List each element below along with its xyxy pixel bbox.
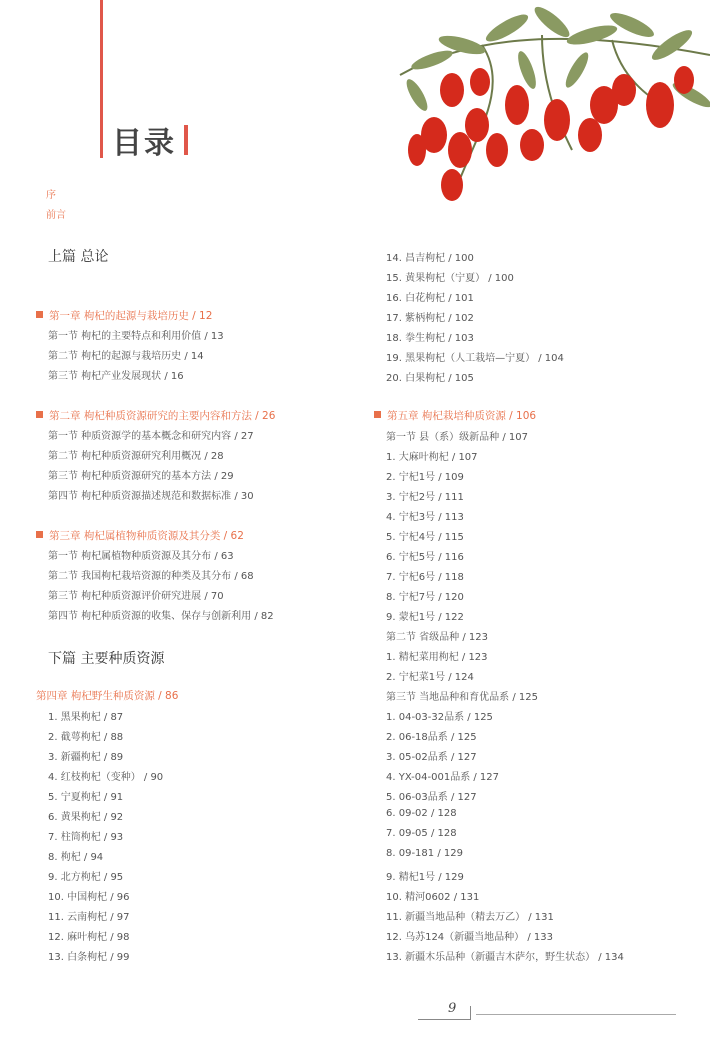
toc-entry[interactable]: 8. 宁杞7号 / 120 bbox=[386, 592, 464, 603]
toc-entry[interactable]: 20. 白果枸杞 / 105 bbox=[386, 373, 474, 384]
toc-entry[interactable]: 2. 截萼枸杞 / 88 bbox=[48, 732, 124, 743]
title-block bbox=[112, 118, 188, 162]
toc-entry[interactable]: 第四节 枸杞种质资源描述规范和数据标准 / 30 bbox=[48, 491, 254, 502]
chapter-1-title: 第一章 枸杞的起源与栽培历史 / 12 bbox=[49, 310, 213, 322]
toc-entry[interactable]: 4. 宁杞3号 / 113 bbox=[386, 512, 464, 523]
chapter-marker bbox=[36, 411, 43, 418]
toc-entry[interactable]: 1. 大麻叶枸杞 / 107 bbox=[386, 452, 478, 463]
toc-entry[interactable]: 19. 黑果枸杞（人工栽培—宁夏） / 104 bbox=[386, 353, 564, 364]
part-title-2: 下篇 主要种质资源 bbox=[48, 651, 165, 667]
chapter-marker bbox=[36, 531, 43, 538]
toc-entry[interactable]: 1. 精杞菜用枸杞 / 123 bbox=[386, 652, 488, 663]
toc-entry[interactable]: 3. 宁杞2号 / 111 bbox=[386, 492, 464, 503]
toc-entry[interactable]: 1. 04-03-32品系 / 125 bbox=[386, 712, 493, 723]
toc-entry[interactable]: 6. 09-02 / 128 bbox=[386, 808, 457, 819]
toc-foreword[interactable]: 前言 bbox=[46, 210, 66, 221]
goji-berry-illustration bbox=[392, 0, 710, 225]
toc-entry[interactable]: 第一节 枸杞的主要特点和利用价值 / 13 bbox=[48, 331, 224, 342]
toc-entry[interactable]: 11. 云南枸杞 / 97 bbox=[48, 912, 130, 923]
chapter-marker bbox=[36, 311, 43, 318]
chapter-2[interactable] bbox=[36, 408, 275, 423]
toc-entry[interactable]: 第二节 枸杞的起源与栽培历史 / 14 bbox=[48, 351, 204, 362]
toc-entry[interactable]: 10. 精河0602 / 131 bbox=[386, 892, 480, 903]
toc-entry[interactable]: 1. 黑果枸杞 / 87 bbox=[48, 712, 124, 723]
footer-rule-right bbox=[476, 1014, 676, 1015]
toc-entry[interactable]: 第三节 当地品种和育优品系 / 125 bbox=[386, 692, 538, 703]
toc-entry[interactable]: 5. 宁夏枸杞 / 91 bbox=[48, 792, 124, 803]
toc-entry[interactable]: 第一节 县（系）级新品种 / 107 bbox=[386, 432, 528, 443]
toc-entry[interactable]: 12. 麻叶枸杞 / 98 bbox=[48, 932, 130, 943]
toc-entry[interactable]: 9. 精杞1号 / 129 bbox=[386, 872, 464, 883]
toc-entry[interactable]: 2. 06-18品系 / 125 bbox=[386, 732, 477, 743]
toc-preface[interactable]: 序 bbox=[46, 190, 56, 201]
toc-entry[interactable]: 6. 黄果枸杞 / 92 bbox=[48, 812, 124, 823]
toc-entry[interactable]: 10. 中国枸杞 / 96 bbox=[48, 892, 130, 903]
toc-entry[interactable]: 第一节 枸杞属植物种质资源及其分布 / 63 bbox=[48, 551, 234, 562]
toc-entry[interactable]: 第三节 枸杞种质资源研究的基本方法 / 29 bbox=[48, 471, 234, 482]
toc-entry[interactable]: 9. 北方枸杞 / 95 bbox=[48, 872, 124, 883]
toc-entry[interactable]: 第三节 枸杞种质资源评价研究进展 / 70 bbox=[48, 591, 224, 602]
chapter-marker bbox=[374, 411, 381, 418]
toc-entry[interactable]: 第二节 枸杞种质资源研究利用概况 / 28 bbox=[48, 451, 224, 462]
chapter-5-title: 第五章 枸杞栽培种质资源 / 106 bbox=[387, 410, 537, 422]
toc-entry[interactable]: 第一节 种质资源学的基本概念和研究内容 / 27 bbox=[48, 431, 254, 442]
chapter-1[interactable] bbox=[36, 308, 212, 323]
toc-entry[interactable]: 18. 拳生枸杞 / 103 bbox=[386, 333, 474, 344]
toc-entry[interactable]: 12. 乌苏124（新疆当地品种） / 133 bbox=[386, 932, 553, 943]
toc-entry[interactable]: 17. 紫柄枸杞 / 102 bbox=[386, 313, 474, 324]
page-number: 9 bbox=[448, 1001, 457, 1016]
toc-entry[interactable]: 13. 新疆木乐品种（新疆吉木萨尔，野生状态） / 134 bbox=[386, 952, 624, 963]
toc-entry[interactable]: 7. 柱筒枸杞 / 93 bbox=[48, 832, 124, 843]
chapter-3[interactable] bbox=[36, 528, 244, 543]
chapter-3-title: 第三章 枸杞属植物种质资源及其分类 / 62 bbox=[49, 530, 244, 542]
toc-entry[interactable]: 6. 宁杞5号 / 116 bbox=[386, 552, 464, 563]
toc-entry[interactable]: 7. 宁杞6号 / 118 bbox=[386, 572, 464, 583]
toc-entry[interactable]: 8. 枸杞 / 94 bbox=[48, 852, 104, 863]
chapter-4[interactable]: 第四章 枸杞野生种质资源 / 86 bbox=[36, 690, 179, 702]
toc-entry[interactable]: 第二节 我国枸杞栽培资源的种类及其分布 / 68 bbox=[48, 571, 254, 582]
toc-entry[interactable]: 2. 宁杞1号 / 109 bbox=[386, 472, 464, 483]
toc-entry[interactable]: 5. 宁杞4号 / 115 bbox=[386, 532, 464, 543]
toc-entry[interactable]: 15. 黄果枸杞（宁夏） / 100 bbox=[386, 273, 514, 284]
part-title-1: 上篇 总论 bbox=[48, 249, 109, 265]
toc-entry[interactable]: 9. 蒙杞1号 / 122 bbox=[386, 612, 464, 623]
toc-entry[interactable]: 11. 新疆当地品种（精去万乙） / 131 bbox=[386, 912, 554, 923]
title-accent-bar bbox=[184, 125, 188, 155]
toc-entry[interactable]: 3. 05-02品系 / 127 bbox=[386, 752, 477, 763]
page-title: 目录 bbox=[112, 126, 176, 161]
toc-entry[interactable]: 8. 09-181 / 129 bbox=[386, 848, 463, 859]
toc-entry[interactable]: 2. 宁杞菜1号 / 124 bbox=[386, 672, 474, 683]
toc-entry[interactable]: 4. 红枝枸杞（变种） / 90 bbox=[48, 772, 164, 783]
toc-entry[interactable]: 4. YX-04-001品系 / 127 bbox=[386, 772, 500, 783]
top-accent-line bbox=[100, 0, 103, 158]
toc-entry[interactable]: 第四节 枸杞种质资源的收集、保存与创新利用 / 82 bbox=[48, 611, 274, 622]
chapter-5[interactable] bbox=[374, 408, 536, 423]
toc-entry[interactable]: 13. 白条枸杞 / 99 bbox=[48, 952, 130, 963]
toc-entry[interactable]: 第二节 省级品种 / 123 bbox=[386, 632, 488, 643]
footer-tick bbox=[470, 1006, 471, 1020]
toc-entry[interactable]: 16. 白花枸杞 / 101 bbox=[386, 293, 474, 304]
toc-entry[interactable]: 3. 新疆枸杞 / 89 bbox=[48, 752, 124, 763]
footer-rule-left bbox=[418, 1019, 470, 1020]
toc-entry[interactable]: 第三节 枸杞产业发展现状 / 16 bbox=[48, 371, 184, 382]
toc-entry[interactable]: 5. 06-03品系 / 127 bbox=[386, 792, 477, 803]
toc-entry[interactable]: 14. 昌吉枸杞 / 100 bbox=[386, 253, 474, 264]
toc-entry[interactable]: 7. 09-05 / 128 bbox=[386, 828, 457, 839]
chapter-2-title: 第二章 枸杞种质资源研究的主要内容和方法 / 26 bbox=[49, 410, 276, 422]
